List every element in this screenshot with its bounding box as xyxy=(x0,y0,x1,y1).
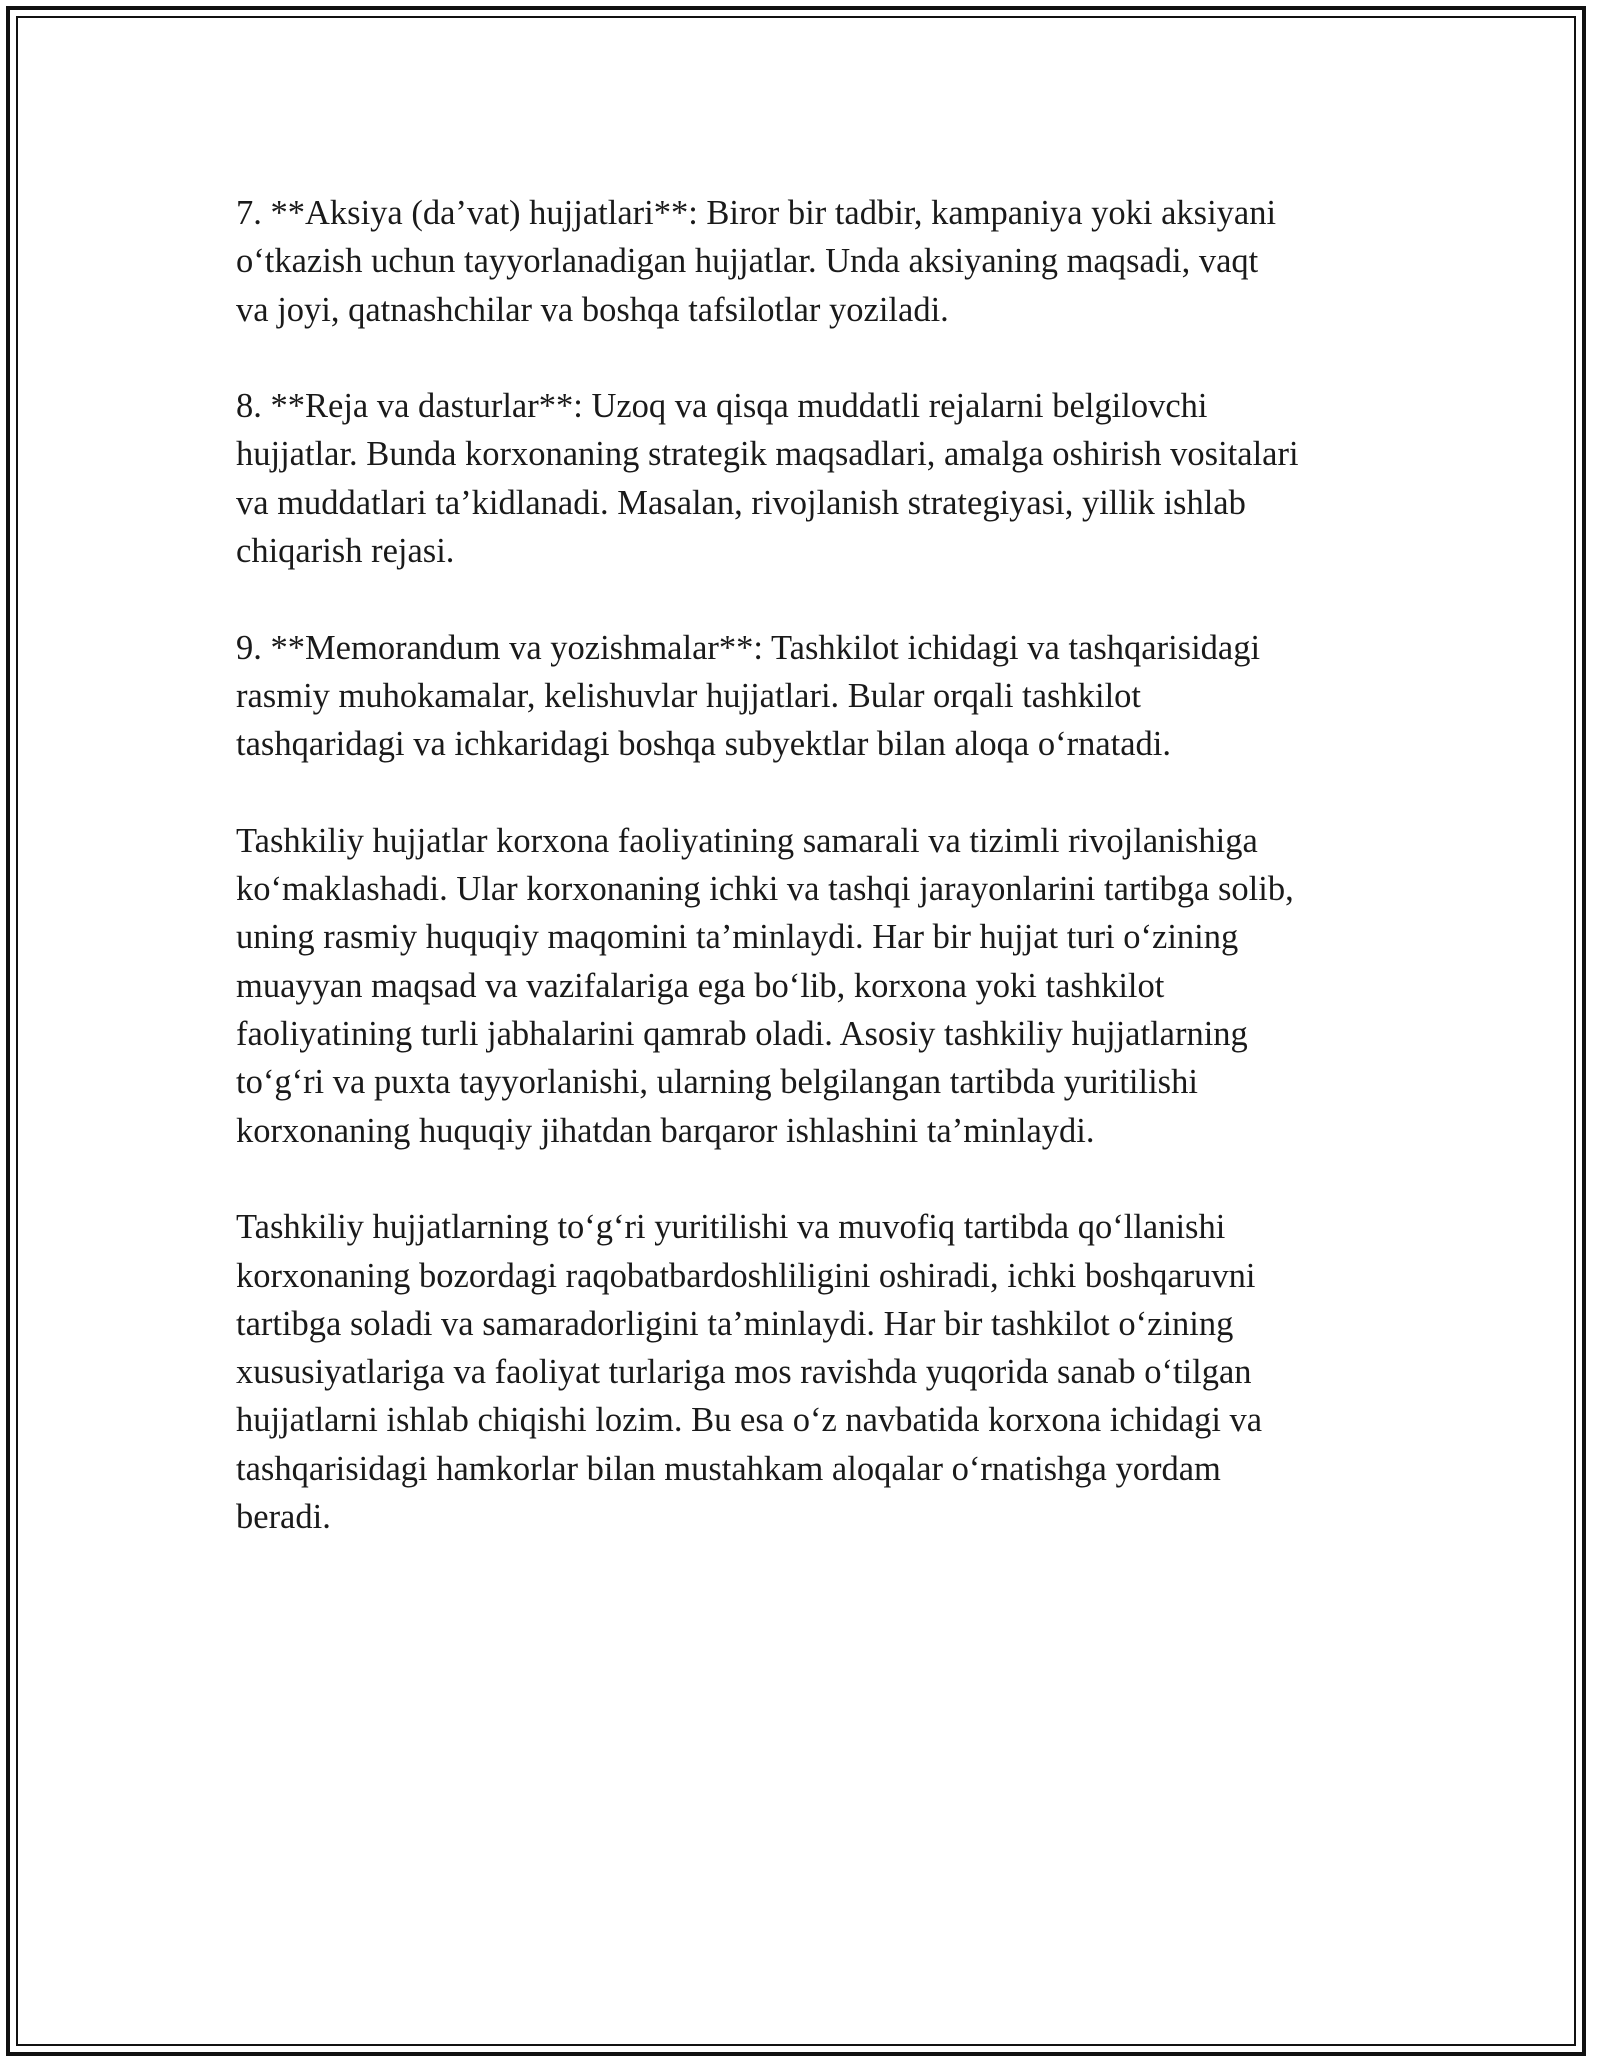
paragraph-summary-2 xyxy=(236,1203,1371,1541)
text-line: va joyi, qatnashchilar va boshqa tafsilotlar yoziladi. xyxy=(236,290,949,329)
text-line: o‘tkazish uchun tayyorlanadigan hujjatlar. Unda aksiyaning maqsadi, vaqt xyxy=(236,242,1259,281)
text-line: tartibga soladi va samaradorligini ta’minlaydi. Har bir tashkilot o‘zining xyxy=(236,1304,1234,1343)
paragraph-memorandum xyxy=(236,624,1371,769)
text-line: 9. **Memorandum va yozishmalar**: Tashkilot ichidagi va tashqarisidagi xyxy=(236,628,1261,667)
text-line: beradi. xyxy=(236,1498,331,1537)
text-line: to‘g‘ri va puxta tayyorlanishi, ularning belgilangan tartibda yuritilishi xyxy=(236,1063,1198,1102)
text-line: hujjatlarni ishlab chiqishi lozim. Bu esa o‘z navbatida korxona ichidagi va xyxy=(236,1401,1263,1440)
text-line: korxonaning bozordagi raqobatbardoshliligini oshiradi, ichki boshqaruvni xyxy=(236,1256,1256,1295)
text-line: xususiyatlariga va faoliyat turlariga mos ravishda yuqorida sanab o‘tilgan xyxy=(236,1353,1252,1392)
text-line: Tashkiliy hujjatlarning to‘g‘ri yuritilishi va muvofiq tartibda qo‘llanishi xyxy=(236,1208,1226,1247)
text-line: ko‘maklashadi. Ular korxonaning ichki va tashqi jarayonlarini tartibga solib, xyxy=(236,870,1294,909)
text-line: muayyan maqsad va vazifalariga ega bo‘lib, korxona yoki tashkilot xyxy=(236,966,1165,1005)
text-line: 8. **Reja va dasturlar**: Uzoq va qisqa muddatli rejalarni belgilovchi xyxy=(236,387,1208,426)
text-line: chiqarish rejasi. xyxy=(236,532,455,571)
text-line: rasmiy muhokamalar, kelishuvlar hujjatlari. Bular orqali tashkilot xyxy=(236,676,1141,715)
text-line: uning rasmiy huquqiy maqomini ta’minlaydi. Har bir hujjat turi o‘zining xyxy=(236,918,1239,957)
document-body xyxy=(236,189,1371,1590)
text-line: korxonaning huquqiy jihatdan barqaror ishlashini ta’minlaydi. xyxy=(236,1111,1095,1150)
text-line: tashqarisidagi hamkorlar bilan mustahkam aloqalar o‘rnatishga yordam xyxy=(236,1449,1221,1488)
text-line: hujjatlar. Bunda korxonaning strategik maqsadlari, amalga oshirish vositalari xyxy=(236,435,1299,474)
paragraph-reja xyxy=(236,382,1371,575)
text-line: Tashkiliy hujjatlar korxona faoliyatining samarali va tizimli rivojlanishiga xyxy=(236,821,1258,860)
text-line: tashqaridagi va ichkaridagi boshqa subyektlar bilan aloqa o‘rnatadi. xyxy=(236,725,1172,764)
text-line: 7. **Aksiya (da’vat) hujjatlari**: Biror bir tadbir, kampaniya yoki aksiyani xyxy=(236,194,1277,232)
paragraph-summary-1 xyxy=(236,817,1371,1155)
text-line: faoliyatining turli jabhalarini qamrab oladi. Asosiy tashkiliy hujjatlarning xyxy=(236,1015,1248,1054)
paragraph-aksiya xyxy=(236,189,1371,334)
text-line: va muddatlari ta’kidlanadi. Masalan, rivojlanish strategiyasi, yillik ishlab xyxy=(236,483,1246,522)
